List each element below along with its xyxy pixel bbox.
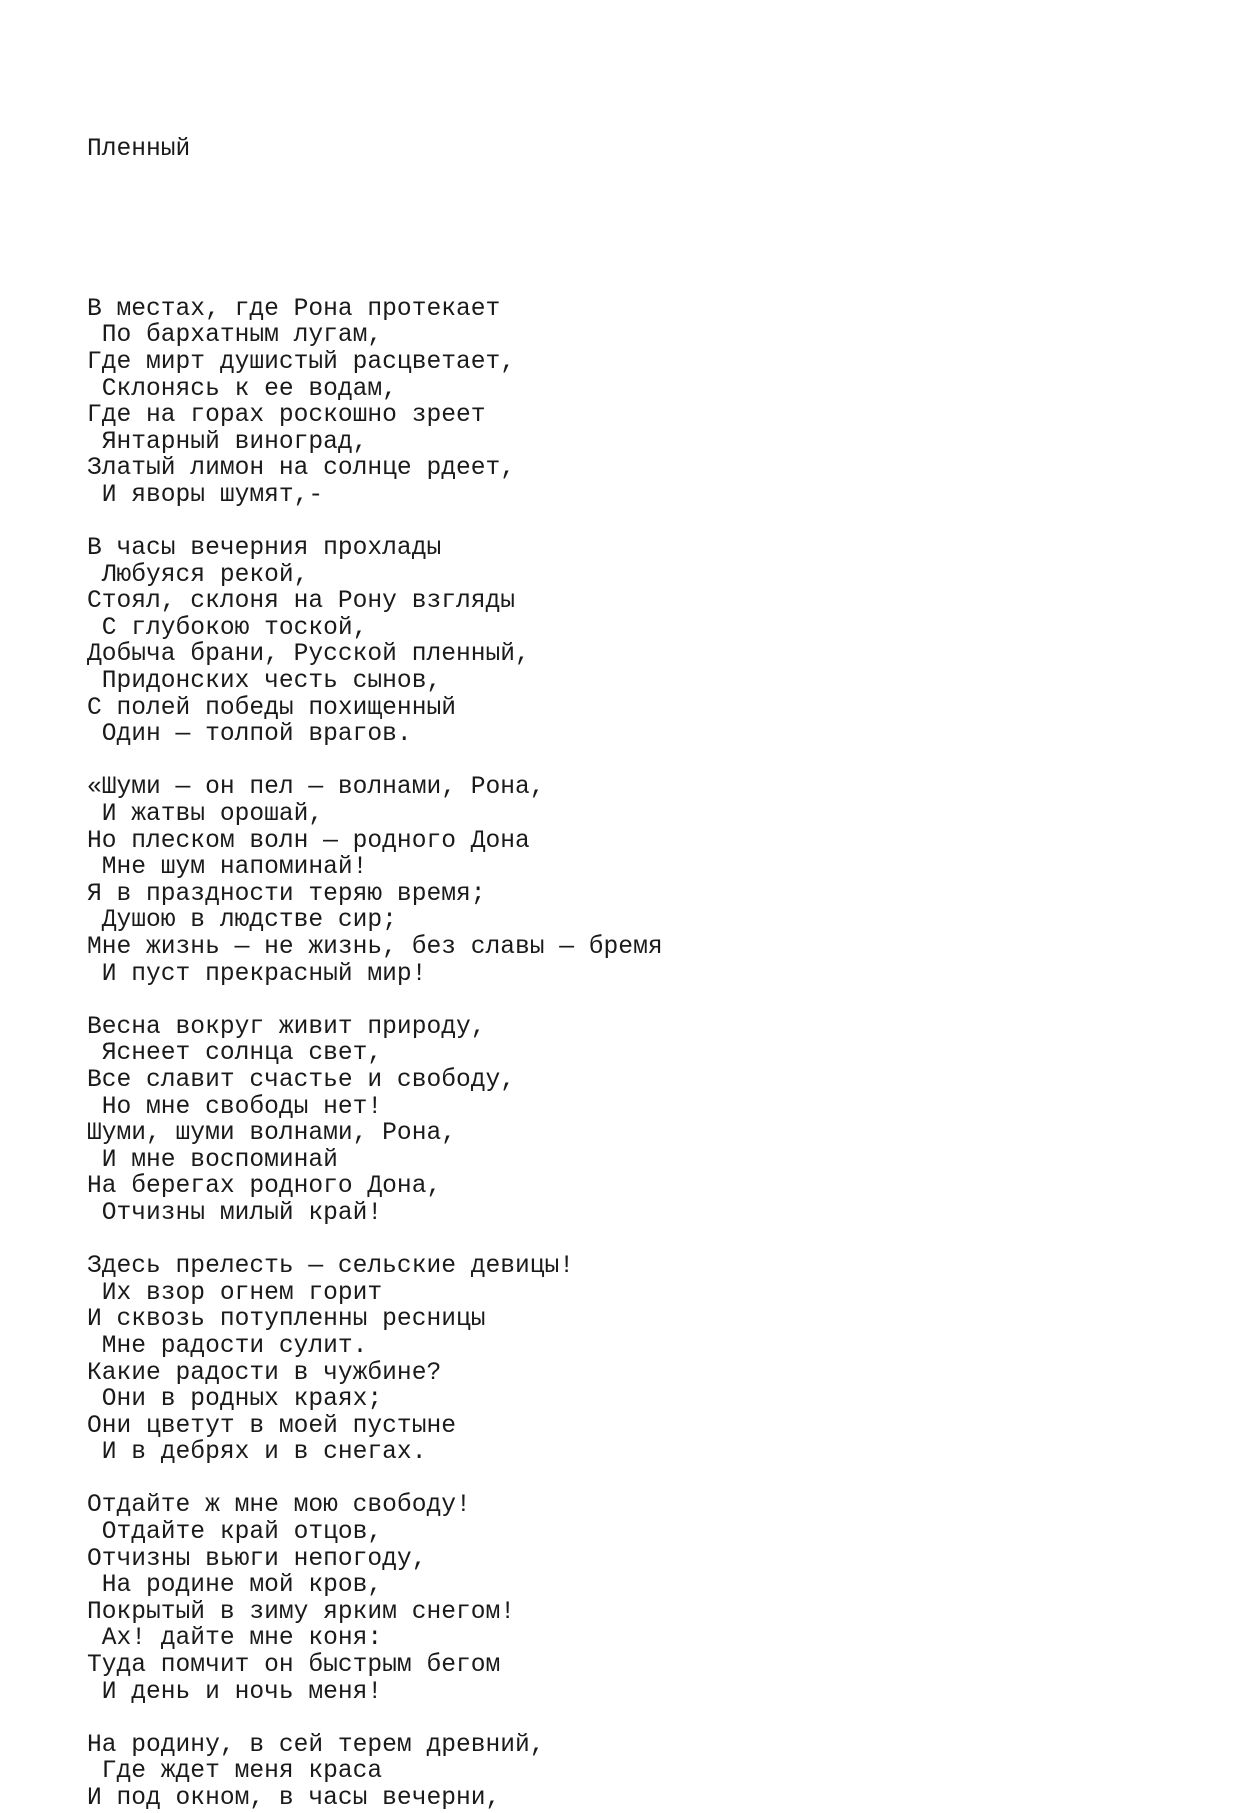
stanza (87, 1733, 663, 1813)
poem-line: Какие радости в чужбине? (87, 1359, 442, 1387)
stanza (87, 1015, 663, 1228)
poem-line: Добыча брани, Русской пленный, (87, 641, 530, 669)
poem-line: Любуяся рекой, (87, 561, 309, 589)
poem-line: Отдайте край отцов, (87, 1519, 383, 1547)
stanza (87, 536, 663, 749)
stanza-gap (87, 217, 663, 244)
stanza-gap (87, 510, 663, 537)
poem-line: Мне радости сулит. (87, 1332, 368, 1360)
poem-line: Один — толпой врагов. (87, 721, 412, 749)
poem-line: Янтарный виноград, (87, 428, 368, 456)
poem-line: И в дебрях и в снегах. (87, 1439, 427, 1467)
poem-line: Здесь прелесть — сельские девицы! (87, 1253, 575, 1281)
poem-line: Туда помчит он быстрым бегом (87, 1652, 501, 1680)
poem-line: Их взор огнем горит (87, 1279, 383, 1307)
poem-line: Где мирт душистый расцветает, (87, 348, 516, 376)
stanza (87, 1254, 663, 1467)
poem-line: Мне шум напоминай! (87, 854, 368, 882)
stanza-gap (87, 1467, 663, 1494)
poem-line: Покрытый в зиму ярким снегом! (87, 1598, 516, 1626)
poem-line: И пуст прекрасный мир! (87, 960, 427, 988)
poem-line: Где ждет меня краса (87, 1758, 383, 1786)
poem-line: Придонских честь сынов, (87, 668, 442, 696)
poem-line: Отчизны милый край! (87, 1199, 383, 1227)
poem-line: И жатвы орошай, (87, 801, 324, 829)
stanza-gap (87, 1228, 663, 1255)
stanza (87, 775, 663, 988)
poem-line: В местах, где Рона протекает (87, 295, 501, 323)
stanza-gap (87, 1706, 663, 1733)
poem-line: Стоял, склоня на Рону взгляды (87, 588, 516, 616)
poem-line: И под окном, в часы вечерни, (87, 1785, 501, 1812)
poem-line: Отчизны вьюги непогоду, (87, 1545, 427, 1573)
stanza (87, 1493, 663, 1706)
poem-line: И день и ночь меня! (87, 1678, 383, 1706)
stanza-gap (87, 988, 663, 1015)
poem-line: Яснеет солнца свет, (87, 1040, 383, 1068)
stanza (87, 297, 663, 510)
poem-line: «Шуми — он пел — волнами, Рона, (87, 774, 545, 802)
poem-line: И яворы шумят,- (87, 481, 324, 509)
poem-title: Пленный (87, 136, 191, 164)
poem-line: Где на горах роскошно зреет (87, 402, 486, 430)
poem-line: Ах! дайте мне коня: (87, 1625, 383, 1653)
poem-line: Весна вокруг живит природу, (87, 1013, 486, 1041)
poem-line: Они цветут в моей пустыне (87, 1412, 456, 1440)
poem-line: На берегах родного Дона, (87, 1173, 442, 1201)
poem-line: Но плеском волн — родного Дона (87, 827, 530, 855)
poem-line: Я в праздности теряю время; (87, 880, 486, 908)
stanza-gap (87, 749, 663, 776)
poem-line: Они в родных краях; (87, 1386, 383, 1414)
poem-text (87, 84, 663, 1813)
poem-line: Отдайте ж мне мою свободу! (87, 1492, 471, 1520)
poem-line: По бархатным лугам, (87, 322, 383, 350)
poem-line: На родине мой кров, (87, 1572, 383, 1600)
poem-line: В часы вечерния прохлады (87, 535, 442, 563)
poem-line: На родину, в сей терем древний, (87, 1731, 545, 1759)
poem-line: И сквозь потупленны ресницы (87, 1306, 486, 1334)
poem-line: С полей победы похищенный (87, 694, 456, 722)
poem-line: Шуми, шуми волнами, Рона, (87, 1120, 456, 1148)
poem-line: Мне жизнь — не жизнь, без славы — бремя (87, 934, 663, 961)
poem-line: Душою в людстве сир; (87, 907, 397, 935)
poem-line: С глубокою тоской, (87, 614, 368, 642)
poem-line: Склонясь к ее водам, (87, 375, 397, 403)
poem-line: И мне воспоминай (87, 1146, 338, 1174)
poem-line: Все славит счастье и свободу, (87, 1066, 516, 1094)
poem-line: Но мне свободы нет! (87, 1093, 383, 1121)
poem-line: Златый лимон на солнце рдеет, (87, 455, 516, 483)
